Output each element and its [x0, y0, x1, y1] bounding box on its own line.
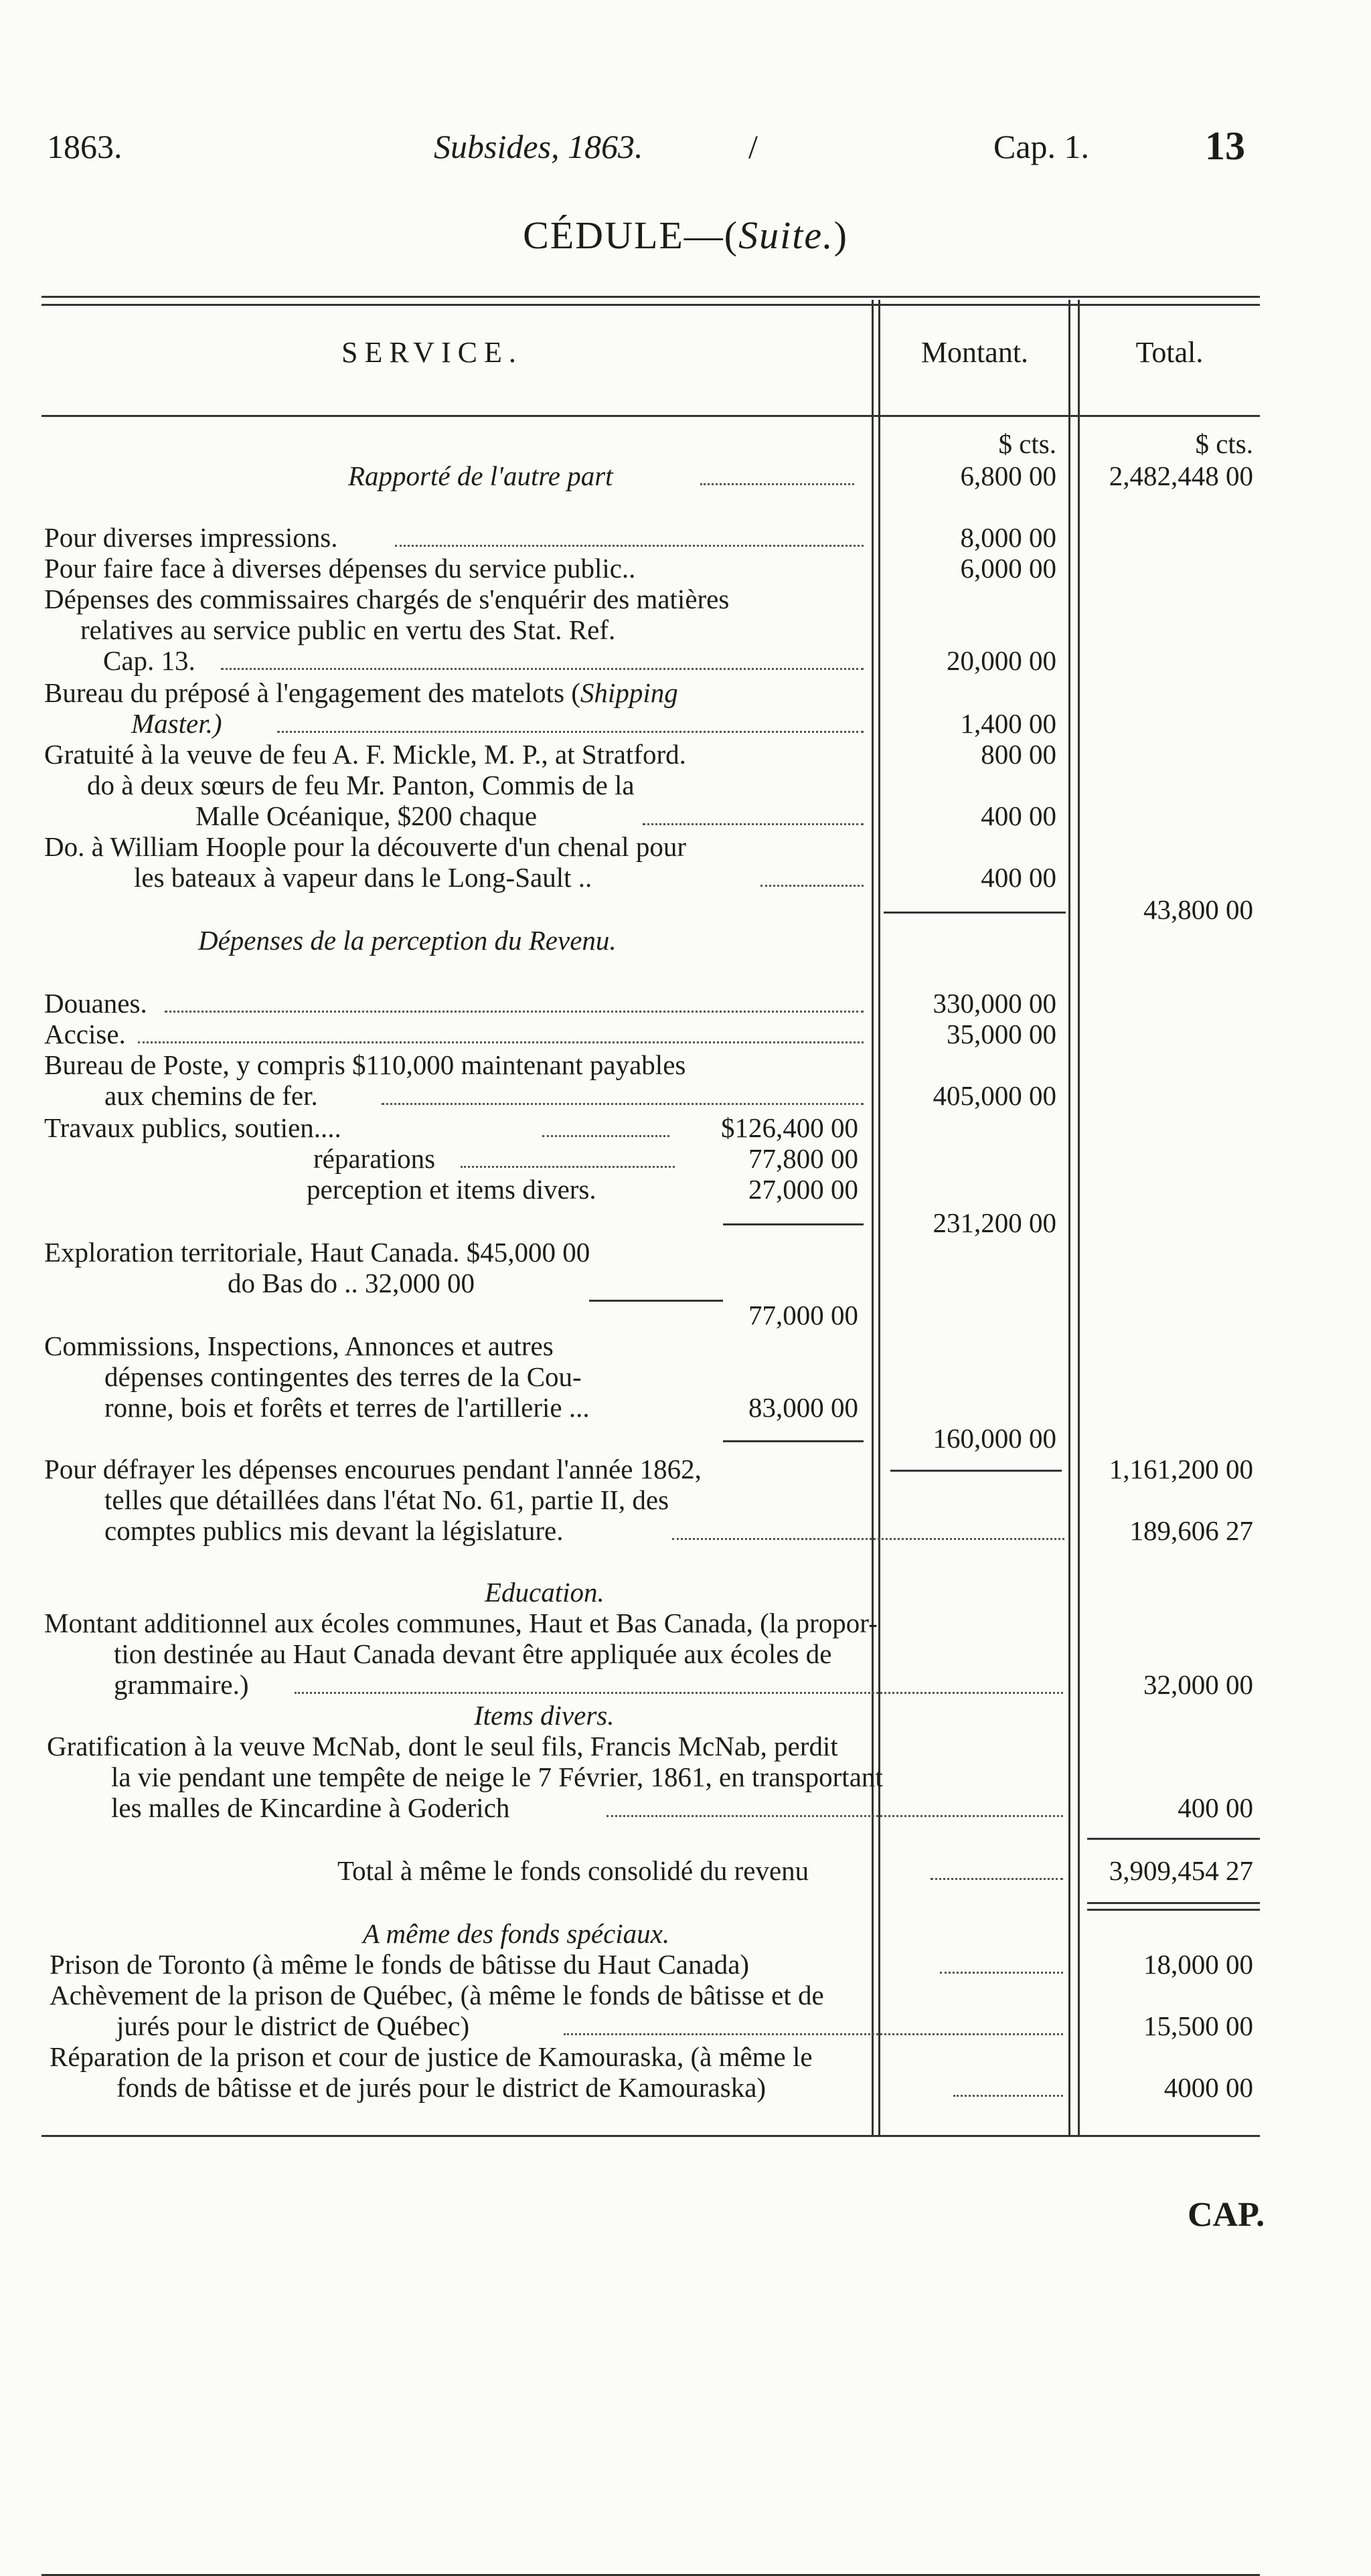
leader	[564, 2033, 1063, 2035]
column-divider-2	[1068, 300, 1070, 2135]
faire-face-label: Pour faire face à diverses dépenses du service public..	[44, 553, 636, 584]
gratuite-label: Gratuité à la veuve de feu A. F. Mickle, M. P., at Stratford.	[44, 739, 686, 770]
montant-add-total: 32,000 00	[1143, 1669, 1253, 1700]
column-divider-1	[872, 300, 874, 2135]
col-header-service: SERVICE.	[341, 336, 523, 369]
accise-label: Accise.	[44, 1019, 126, 1049]
subtotal-rule	[890, 1470, 1062, 1472]
hoople-total: 43,800 00	[1143, 894, 1253, 925]
montant-add-line3: grammaire.)	[114, 1669, 249, 1700]
top-rule-double	[42, 304, 1260, 306]
accise-montant: 35,000 00	[947, 1019, 1056, 1049]
cedule-title: CÉDULE—(Suite.)	[523, 213, 848, 257]
commissaires-montant: 20,000 00	[947, 645, 1056, 676]
unit-total: $ cts.	[1195, 428, 1253, 459]
gratuite-montant: 800 00	[981, 739, 1056, 770]
leader	[221, 668, 864, 670]
travaux-line2: réparations	[313, 1143, 436, 1174]
impressions-montant: 8,000 00	[960, 522, 1056, 553]
exploration-subtotal: 77,000 00	[748, 1300, 858, 1330]
soeurs-montant: 400 00	[981, 800, 1056, 831]
defrayer-line2: telles que détaillées dans l'état No. 61, partie II, des	[104, 1484, 669, 1515]
commissaires-line2: relatives au service public en vertu des Stat. Ref.	[80, 614, 616, 645]
rapporte-montant: 6,800 00	[960, 460, 1056, 491]
kamouraska-total: 4000 00	[1163, 2072, 1253, 2103]
page-number: 13	[1205, 124, 1245, 168]
faire-face-montant: 6,000 00	[960, 553, 1056, 584]
commissions-line1: Commissions, Inspections, Annonces et autres	[44, 1330, 554, 1361]
header-rule	[42, 415, 1260, 417]
rapporte-total: 2,482,448 00	[1109, 460, 1253, 491]
leader	[760, 885, 864, 887]
col-header-montant: Montant.	[920, 336, 1029, 369]
end-rule	[42, 2135, 1260, 2137]
leader	[940, 1972, 1063, 1974]
rapporte-label: Rapporté de l'autre part	[348, 460, 613, 491]
leader	[138, 1041, 864, 1043]
mcnab-total: 400 00	[1178, 1792, 1253, 1823]
toronto-label: Prison de Toronto (à même le fonds de bâtisse du Haut Canada)	[50, 1949, 750, 1980]
douanes-montant: 330,000 00	[933, 988, 1056, 1019]
mcnab-line3: les malles de Kincardine à Goderich	[111, 1792, 510, 1823]
exploration-line2: do Bas do .. 32,000 00	[228, 1268, 475, 1298]
total-consolide-label: Total à même le fonds consolidé du revenu	[337, 1855, 809, 1886]
leader	[165, 1011, 864, 1013]
subtotal-rule	[723, 1223, 864, 1225]
header-mark: /	[748, 128, 758, 165]
mcnab-line2: la vie pendant une tempête de neige le 7 Février, 1861, en transportant	[111, 1762, 883, 1792]
leader	[643, 823, 864, 825]
impressions-label: Pour diverses impressions.	[44, 522, 338, 553]
quebec-total: 15,500 00	[1143, 2010, 1253, 2041]
kamouraska-line2: fonds de bâtisse et de jurés pour le district de Kamouraska)	[116, 2072, 767, 2103]
bureau-prepose-montant: 1,400 00	[960, 708, 1056, 739]
montant-add-line1: Montant additionnel aux écoles communes, Haut et Bas Canada, (la propor-	[44, 1608, 878, 1638]
bureau-prepose-line2: Master.)	[131, 708, 222, 739]
speciaux-heading: A même des fonds spéciaux.	[363, 1918, 670, 1949]
hoople-line2: les bateaux à vapeur dans le Long-Sault ..	[134, 862, 592, 893]
kamouraska-line1: Réparation de la prison et cour de justice de Kamouraska, (à même le	[50, 2041, 813, 2072]
commissions-montant: 160,000 00	[933, 1423, 1056, 1454]
header-title: Subsides, 1863.	[434, 128, 643, 165]
commissions-amount: 83,000 00	[748, 1392, 858, 1423]
leader	[295, 1692, 1063, 1694]
col-header-total: Total.	[1135, 336, 1204, 369]
toronto-total: 18,000 00	[1143, 1949, 1253, 1980]
commissions-line2: dépenses contingentes des terres de la Cou-	[104, 1361, 582, 1392]
quebec-line1: Achèvement de la prison de Québec, (à même le fonds de bâtisse et de	[50, 1980, 824, 2010]
column-divider-2b	[1078, 300, 1080, 2135]
leader	[700, 483, 854, 485]
mcnab-line1: Gratification à la veuve McNab, dont le seul fils, Francis McNab, perdit	[47, 1731, 838, 1762]
subtotal-rule	[723, 1440, 864, 1442]
hoople-montant: 400 00	[981, 862, 1056, 893]
bureau-poste-line1: Bureau de Poste, y compris $110,000 maintenant payables	[44, 1049, 686, 1080]
soeurs-line2: Malle Océanique, $200 chaque	[195, 800, 538, 831]
total-consolide-total: 3,909,454 27	[1109, 1855, 1253, 1886]
travaux-soutien-amount: $126,400 00	[721, 1112, 858, 1143]
catchword: CAP.	[1188, 2196, 1265, 2234]
travaux-reparations-amount: 77,800 00	[748, 1143, 858, 1174]
bureau-prepose-line1: Bureau du préposé à l'engagement des matelots (Shipping	[44, 677, 678, 708]
travaux-line3: perception et items divers.	[307, 1174, 596, 1205]
items-heading: Items divers.	[474, 1700, 615, 1731]
commissions-total: 1,161,200 00	[1109, 1454, 1253, 1484]
leader	[953, 2095, 1063, 2097]
exploration-line1: Exploration territoriale, Haut Canada. $45,000 00	[44, 1237, 590, 1268]
commissions-line3: ronne, bois et forêts et terres de l'artillerie ...	[104, 1392, 590, 1423]
leader	[931, 1878, 1063, 1880]
defrayer-total: 189,606 27	[1129, 1515, 1253, 1546]
unit-montant: $ cts.	[998, 428, 1056, 459]
leader	[277, 731, 864, 733]
header-chapter: Cap. 1.	[993, 128, 1090, 165]
leader	[395, 545, 864, 547]
defrayer-line1: Pour défrayer les dépenses encourues pendant l'année 1862,	[44, 1454, 702, 1484]
commissaires-line1: Dépenses des commissaires chargés de s'enquérir des matières	[44, 584, 730, 614]
commissaires-line3: Cap. 13.	[103, 645, 195, 676]
defrayer-line3: comptes publics mis devant la législature.	[104, 1515, 564, 1546]
total-rule	[1087, 1902, 1260, 1904]
perception-heading: Dépenses de la perception du Revenu.	[198, 925, 617, 956]
leader	[542, 1135, 669, 1137]
leader	[461, 1166, 675, 1168]
header-year: 1863.	[47, 128, 123, 165]
subtotal-rule	[884, 912, 1066, 914]
travaux-perception-amount: 27,000 00	[748, 1174, 858, 1205]
travaux-line1: Travaux publics, soutien....	[44, 1112, 341, 1143]
column-divider-1b	[878, 300, 880, 2135]
total-rule-double	[1087, 1909, 1260, 1911]
education-heading: Education.	[485, 1577, 604, 1608]
top-rule	[42, 296, 1260, 298]
travaux-montant: 231,200 00	[933, 1207, 1056, 1238]
montant-add-line2: tion destinée au Haut Canada devant être appliquée aux écoles de	[114, 1638, 832, 1669]
bureau-poste-montant: 405,000 00	[933, 1080, 1056, 1111]
leader	[382, 1103, 864, 1105]
soeurs-line1: do à deux sœurs de feu Mr. Panton, Commis de la	[87, 770, 635, 800]
total-rule	[1087, 1838, 1260, 1840]
leader	[607, 1815, 1063, 1817]
leader	[672, 1538, 1064, 1540]
quebec-line2: jurés pour le district de Québec)	[116, 2010, 470, 2041]
hoople-line1: Do. à William Hoople pour la découverte d'un chenal pour	[44, 831, 687, 862]
douanes-label: Douanes.	[44, 988, 147, 1019]
bureau-poste-line2: aux chemins de fer.	[104, 1080, 318, 1111]
